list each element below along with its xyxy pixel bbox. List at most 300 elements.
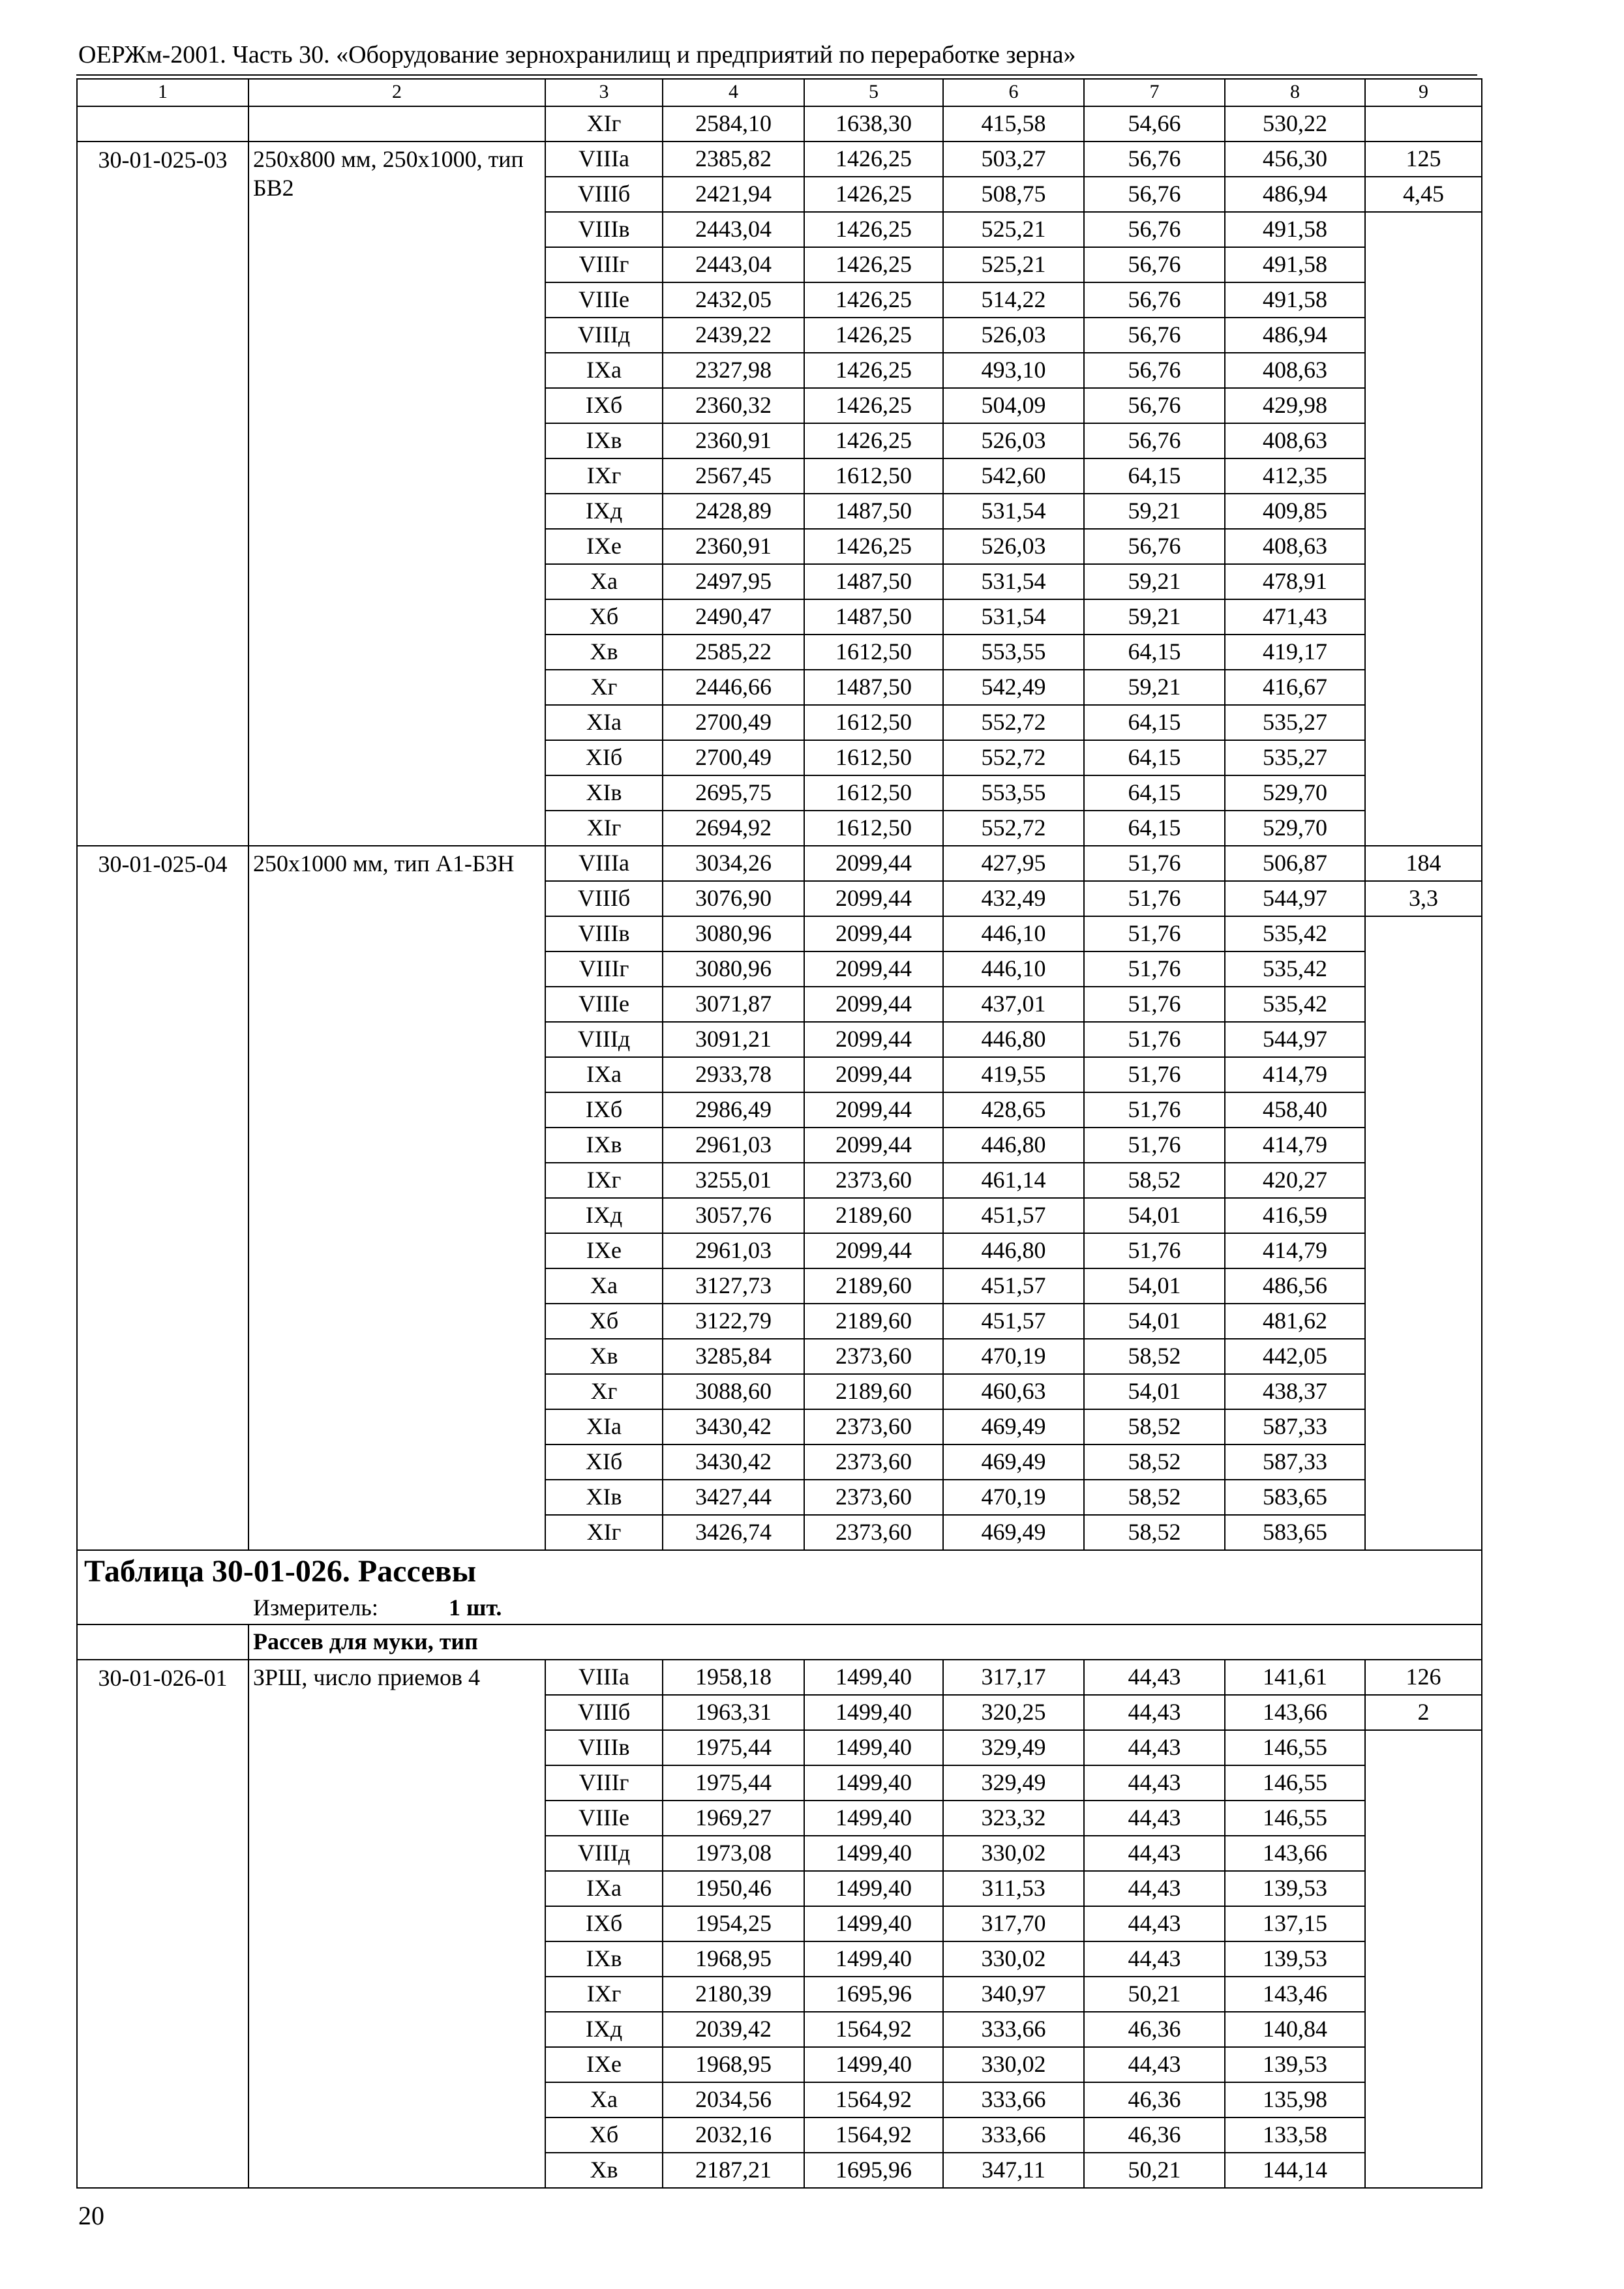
value-cell: 3057,76 — [663, 1198, 804, 1233]
value-cell: 2180,39 — [663, 1977, 804, 2012]
value-cell: Xв — [545, 1339, 663, 1374]
subsection-title: Рассев для муки, тип — [248, 1624, 1482, 1660]
value-cell: Xг — [545, 670, 663, 705]
value-cell: 1963,31 — [663, 1695, 804, 1730]
value-cell: 1564,92 — [804, 2082, 943, 2117]
value-cell: 535,27 — [1225, 705, 1365, 740]
value-cell: 437,01 — [943, 987, 1084, 1022]
value-cell: IXа — [545, 1057, 663, 1092]
value-cell: 1426,25 — [804, 423, 943, 458]
value-cell: IXа — [545, 353, 663, 388]
value-cell: 1612,50 — [804, 775, 943, 811]
value-cell: 470,19 — [943, 1480, 1084, 1515]
value-cell: 2490,47 — [663, 599, 804, 635]
value-cell: 143,46 — [1225, 1977, 1365, 2012]
value-cell: 59,21 — [1084, 599, 1225, 635]
value-cell: 1564,92 — [804, 2012, 943, 2047]
value-cell: 329,49 — [943, 1730, 1084, 1765]
value-cell: 2567,45 — [663, 458, 804, 494]
value-cell: 552,72 — [943, 740, 1084, 775]
value-cell: 144,14 — [1225, 2153, 1365, 2188]
value-cell: IXв — [545, 1941, 663, 1977]
col9-value: 2 — [1365, 1695, 1482, 1730]
value-cell: 56,76 — [1084, 318, 1225, 353]
value-cell: 2189,60 — [804, 1304, 943, 1339]
value-cell: 2099,44 — [804, 1092, 943, 1128]
value-cell: 317,70 — [943, 1906, 1084, 1941]
value-cell: 56,76 — [1084, 212, 1225, 247]
value-cell: 414,79 — [1225, 1057, 1365, 1092]
value-cell: VIIIб — [545, 177, 663, 212]
value-cell: 438,37 — [1225, 1374, 1365, 1409]
page-header: ОЕРЖм-2001. Часть 30. «Оборудование зернохранилищ и предприятий по переработке зерна» — [78, 41, 1076, 68]
value-cell: 58,52 — [1084, 1515, 1225, 1550]
value-cell: VIIIе — [545, 1801, 663, 1836]
value-cell: 3088,60 — [663, 1374, 804, 1409]
value-cell: VIIIд — [545, 1022, 663, 1057]
value-cell: 56,76 — [1084, 247, 1225, 282]
value-cell: 461,14 — [943, 1163, 1084, 1198]
value-cell: 56,76 — [1084, 177, 1225, 212]
value-cell: 1968,95 — [663, 1941, 804, 1977]
value-cell: 1426,25 — [804, 247, 943, 282]
value-cell: 419,17 — [1225, 635, 1365, 670]
col9-value: 3,3 — [1365, 881, 1482, 916]
value-cell: 2700,49 — [663, 705, 804, 740]
value-cell: 1975,44 — [663, 1765, 804, 1801]
value-cell: 1499,40 — [804, 1765, 943, 1801]
value-cell: 146,55 — [1225, 1730, 1365, 1765]
value-cell: 44,43 — [1084, 1765, 1225, 1801]
value-cell: 133,58 — [1225, 2117, 1365, 2153]
value-cell: 544,97 — [1225, 1022, 1365, 1057]
value-cell: IXв — [545, 423, 663, 458]
value-cell: 56,76 — [1084, 282, 1225, 318]
value-cell: 526,03 — [943, 318, 1084, 353]
value-cell: 54,01 — [1084, 1374, 1225, 1409]
value-cell: 451,57 — [943, 1304, 1084, 1339]
value-cell: 2360,91 — [663, 529, 804, 564]
value-cell: 446,80 — [943, 1128, 1084, 1163]
value-cell: 54,66 — [1084, 106, 1225, 142]
value-cell: 1638,30 — [804, 106, 943, 142]
value-cell: Xв — [545, 2153, 663, 2188]
value-cell: 1975,44 — [663, 1730, 804, 1765]
value-cell: 59,21 — [1084, 670, 1225, 705]
value-cell: 333,66 — [943, 2012, 1084, 2047]
value-cell: 51,76 — [1084, 1057, 1225, 1092]
value-cell: 1499,40 — [804, 1695, 943, 1730]
value-cell: 323,32 — [943, 1801, 1084, 1836]
value-cell: 2373,60 — [804, 1444, 943, 1480]
value-cell: 44,43 — [1084, 1660, 1225, 1695]
value-cell: 58,52 — [1084, 1339, 1225, 1374]
value-cell: 51,76 — [1084, 987, 1225, 1022]
value-cell: 486,94 — [1225, 177, 1365, 212]
value-cell: 2373,60 — [804, 1515, 943, 1550]
value-cell: 1426,25 — [804, 212, 943, 247]
value-cell: 3080,96 — [663, 951, 804, 987]
value-cell: 2360,91 — [663, 423, 804, 458]
value-cell: 530,22 — [1225, 106, 1365, 142]
value-cell: IXг — [545, 1163, 663, 1198]
value-cell: 526,03 — [943, 529, 1084, 564]
col9-value: 126 — [1365, 1660, 1482, 1695]
value-cell: 542,49 — [943, 670, 1084, 705]
value-cell: 64,15 — [1084, 740, 1225, 775]
value-cell: 333,66 — [943, 2117, 1084, 2153]
value-cell: VIIIг — [545, 951, 663, 987]
value-cell: 143,66 — [1225, 1836, 1365, 1871]
value-cell: IXе — [545, 2047, 663, 2082]
col9-value: 4,45 — [1365, 177, 1482, 212]
value-cell: 56,76 — [1084, 423, 1225, 458]
value-cell: 529,70 — [1225, 811, 1365, 846]
value-cell: IXб — [545, 1092, 663, 1128]
value-cell: 44,43 — [1084, 1801, 1225, 1836]
value-cell: 535,27 — [1225, 740, 1365, 775]
value-cell: 51,76 — [1084, 1022, 1225, 1057]
value-cell: Xа — [545, 2082, 663, 2117]
value-cell: 506,87 — [1225, 846, 1365, 881]
value-cell: 493,10 — [943, 353, 1084, 388]
value-cell: 1499,40 — [804, 1660, 943, 1695]
value-cell: 137,15 — [1225, 1906, 1365, 1941]
value-cell: 347,11 — [943, 2153, 1084, 2188]
price-table — [76, 78, 1482, 2189]
value-cell: 2034,56 — [663, 2082, 804, 2117]
value-cell: 46,36 — [1084, 2117, 1225, 2153]
value-cell: 3080,96 — [663, 916, 804, 951]
value-cell: 1499,40 — [804, 1941, 943, 1977]
value-cell: 2099,44 — [804, 1128, 943, 1163]
value-cell: 458,40 — [1225, 1092, 1365, 1128]
value-cell: VIIIа — [545, 846, 663, 881]
value-cell: 1499,40 — [804, 1801, 943, 1836]
value-cell: 1973,08 — [663, 1836, 804, 1871]
value-cell: 2099,44 — [804, 846, 943, 881]
value-cell: IXа — [545, 1871, 663, 1906]
value-cell: 1426,25 — [804, 353, 943, 388]
value-cell: 583,65 — [1225, 1515, 1365, 1550]
value-cell: 1499,40 — [804, 1906, 943, 1941]
value-cell: 531,54 — [943, 599, 1084, 635]
value-cell: IXе — [545, 529, 663, 564]
value-cell: 428,65 — [943, 1092, 1084, 1128]
value-cell: 44,43 — [1084, 1906, 1225, 1941]
resource-name: 250x1000 мм, тип А1-БЗН — [248, 846, 545, 1550]
col9-empty — [1365, 916, 1482, 1550]
value-cell: 3430,42 — [663, 1409, 804, 1444]
value-cell: 456,30 — [1225, 142, 1365, 177]
value-cell: 1695,96 — [804, 2153, 943, 2188]
resource-name: ЗРШ, число приемов 4 — [248, 1660, 545, 2188]
value-cell: XIг — [545, 1515, 663, 1550]
value-cell: 446,80 — [943, 1233, 1084, 1268]
column-number: 7 — [1084, 79, 1225, 106]
value-cell: 451,57 — [943, 1268, 1084, 1304]
value-cell: 56,76 — [1084, 529, 1225, 564]
value-cell: 1564,92 — [804, 2117, 943, 2153]
value-cell: 59,21 — [1084, 564, 1225, 599]
value-cell: 46,36 — [1084, 2012, 1225, 2047]
value-cell: 44,43 — [1084, 1730, 1225, 1765]
value-cell: 408,63 — [1225, 529, 1365, 564]
value-cell: IXд — [545, 1198, 663, 1233]
value-cell: 442,05 — [1225, 1339, 1365, 1374]
value-cell: 2187,21 — [663, 2153, 804, 2188]
value-cell: 446,10 — [943, 951, 1084, 987]
value-cell: Xб — [545, 599, 663, 635]
value-cell: 478,91 — [1225, 564, 1365, 599]
resource-code: 30-01-025-03 — [77, 142, 248, 846]
value-cell: 1499,40 — [804, 1836, 943, 1871]
table-title-cell — [77, 1550, 1482, 1593]
value-cell: 3255,01 — [663, 1163, 804, 1198]
value-cell: 486,56 — [1225, 1268, 1365, 1304]
value-cell: 544,97 — [1225, 881, 1365, 916]
value-cell: 504,09 — [943, 388, 1084, 423]
column-number-row — [77, 79, 1482, 106]
value-cell: 416,59 — [1225, 1198, 1365, 1233]
value-cell: 56,76 — [1084, 353, 1225, 388]
value-cell: 531,54 — [943, 494, 1084, 529]
value-cell: 552,72 — [943, 811, 1084, 846]
value-cell: 1426,25 — [804, 529, 943, 564]
value-cell: 408,63 — [1225, 423, 1365, 458]
value-cell: 50,21 — [1084, 1977, 1225, 2012]
value-cell: Xв — [545, 635, 663, 670]
value-cell: VIIIб — [545, 881, 663, 916]
measure-value: 1 шт. — [449, 1594, 502, 1621]
value-cell: 2497,95 — [663, 564, 804, 599]
value-cell: 525,21 — [943, 247, 1084, 282]
value-cell: 525,21 — [943, 212, 1084, 247]
value-cell: 139,53 — [1225, 1941, 1365, 1977]
value-cell: VIIIд — [545, 1836, 663, 1871]
value-cell: 44,43 — [1084, 1836, 1225, 1871]
value-cell: 2099,44 — [804, 1233, 943, 1268]
value-cell: Xб — [545, 2117, 663, 2153]
value-cell: 553,55 — [943, 775, 1084, 811]
value-cell: 531,54 — [943, 564, 1084, 599]
value-cell: 2099,44 — [804, 1022, 943, 1057]
column-number: 3 — [545, 79, 663, 106]
value-cell: 1954,25 — [663, 1906, 804, 1941]
empty-cell — [77, 1624, 248, 1660]
column-number: 9 — [1365, 79, 1482, 106]
value-cell: 59,21 — [1084, 494, 1225, 529]
value-cell: XIб — [545, 740, 663, 775]
value-cell: 432,49 — [943, 881, 1084, 916]
value-cell: 481,62 — [1225, 1304, 1365, 1339]
value-cell: 427,95 — [943, 846, 1084, 881]
value-cell: 2099,44 — [804, 916, 943, 951]
measure-row — [77, 1593, 1482, 1624]
value-cell: 51,76 — [1084, 916, 1225, 951]
value-cell: 414,79 — [1225, 1233, 1365, 1268]
value-cell: 526,03 — [943, 423, 1084, 458]
value-cell: VIIIе — [545, 282, 663, 318]
value-cell: 419,55 — [943, 1057, 1084, 1092]
value-cell: 51,76 — [1084, 1092, 1225, 1128]
value-cell: 2373,60 — [804, 1339, 943, 1374]
value-cell: 1499,40 — [804, 1730, 943, 1765]
value-cell: 446,10 — [943, 916, 1084, 951]
value-cell: 583,65 — [1225, 1480, 1365, 1515]
value-cell: VIIIе — [545, 987, 663, 1022]
value-cell: 469,49 — [943, 1444, 1084, 1480]
value-cell: 2032,16 — [663, 2117, 804, 2153]
value-cell: 535,42 — [1225, 916, 1365, 951]
value-cell: 2099,44 — [804, 881, 943, 916]
value-cell: 2099,44 — [804, 1057, 943, 1092]
value-cell: 415,58 — [943, 106, 1084, 142]
resource-code: 30-01-025-04 — [77, 846, 248, 1550]
value-cell: 64,15 — [1084, 775, 1225, 811]
value-cell: 420,27 — [1225, 1163, 1365, 1198]
value-cell: 317,17 — [943, 1660, 1084, 1695]
value-cell: 3091,21 — [663, 1022, 804, 1057]
value-cell: 340,97 — [943, 1977, 1084, 2012]
table-title: Таблица 30-01-026. Рассевы — [84, 1554, 477, 1589]
value-cell: IXд — [545, 2012, 663, 2047]
value-cell: 553,55 — [943, 635, 1084, 670]
table-row — [77, 846, 1482, 881]
value-cell: 46,36 — [1084, 2082, 1225, 2117]
value-cell: 3430,42 — [663, 1444, 804, 1480]
value-cell: IXг — [545, 458, 663, 494]
value-cell: 54,01 — [1084, 1304, 1225, 1339]
column-number: 6 — [943, 79, 1084, 106]
value-cell: 2694,92 — [663, 811, 804, 846]
value-cell: 1499,40 — [804, 1871, 943, 1906]
value-cell: 2189,60 — [804, 1198, 943, 1233]
column-number: 5 — [804, 79, 943, 106]
value-cell: 51,76 — [1084, 881, 1225, 916]
value-cell: 3285,84 — [663, 1339, 804, 1374]
column-number: 1 — [77, 79, 248, 106]
value-cell: 51,76 — [1084, 951, 1225, 987]
value-cell: 2695,75 — [663, 775, 804, 811]
value-cell: VIIIв — [545, 212, 663, 247]
name-cell — [248, 106, 545, 142]
value-cell: 54,01 — [1084, 1268, 1225, 1304]
value-cell: 139,53 — [1225, 2047, 1365, 2082]
table-row — [77, 1660, 1482, 1695]
value-cell: 140,84 — [1225, 2012, 1365, 2047]
value-cell: 429,98 — [1225, 388, 1365, 423]
column-number: 2 — [248, 79, 545, 106]
value-cell: 146,55 — [1225, 1765, 1365, 1801]
value-cell: 2373,60 — [804, 1163, 943, 1198]
value-cell: 2327,98 — [663, 353, 804, 388]
value-cell: XIа — [545, 1409, 663, 1444]
value-cell: 508,75 — [943, 177, 1084, 212]
value-cell: VIIIа — [545, 142, 663, 177]
value-cell: 2585,22 — [663, 635, 804, 670]
value-cell: 3071,87 — [663, 987, 804, 1022]
value-cell: 1426,25 — [804, 388, 943, 423]
value-cell: 414,79 — [1225, 1128, 1365, 1163]
value-cell: VIIIб — [545, 1695, 663, 1730]
value-cell: 3034,26 — [663, 846, 804, 881]
value-cell: 451,57 — [943, 1198, 1084, 1233]
value-cell: Xг — [545, 1374, 663, 1409]
value-cell: 1612,50 — [804, 458, 943, 494]
value-cell: 44,43 — [1084, 1941, 1225, 1977]
value-cell: 2961,03 — [663, 1233, 804, 1268]
value-cell: Xб — [545, 1304, 663, 1339]
value-cell: 2039,42 — [663, 2012, 804, 2047]
value-cell: IXг — [545, 1977, 663, 2012]
value-cell: IXб — [545, 388, 663, 423]
value-cell: 64,15 — [1084, 635, 1225, 670]
value-cell: 44,43 — [1084, 1695, 1225, 1730]
value-cell: 1950,46 — [663, 1871, 804, 1906]
value-cell: 54,01 — [1084, 1198, 1225, 1233]
value-cell: 1499,40 — [804, 2047, 943, 2082]
value-cell: 486,94 — [1225, 318, 1365, 353]
value-cell: 58,52 — [1084, 1480, 1225, 1515]
value-cell: VIIIг — [545, 1765, 663, 1801]
value-cell: 1426,25 — [804, 142, 943, 177]
table-row — [77, 106, 1482, 142]
value-cell: XIб — [545, 1444, 663, 1480]
value-cell: 514,22 — [943, 282, 1084, 318]
value-cell: 2700,49 — [663, 740, 804, 775]
resource-code: 30-01-026-01 — [77, 1660, 248, 2188]
resource-name: 250x800 мм, 250x1000, тип БВ2 — [248, 142, 545, 846]
col9-value: 184 — [1365, 846, 1482, 881]
value-cell: 51,76 — [1084, 1128, 1225, 1163]
value-cell: 50,21 — [1084, 2153, 1225, 2188]
value-cell: 64,15 — [1084, 458, 1225, 494]
value-cell: 2986,49 — [663, 1092, 804, 1128]
value-cell: 2360,32 — [663, 388, 804, 423]
value-cell: 51,76 — [1084, 846, 1225, 881]
value-cell: 1612,50 — [804, 705, 943, 740]
value-cell: 2443,04 — [663, 212, 804, 247]
value-cell: 1612,50 — [804, 811, 943, 846]
header-rule — [76, 74, 1477, 76]
value-cell: 3127,73 — [663, 1268, 804, 1304]
value-cell: 311,53 — [943, 1871, 1084, 1906]
value-cell: 1426,25 — [804, 282, 943, 318]
value-cell: 2933,78 — [663, 1057, 804, 1092]
value-cell: 1487,50 — [804, 599, 943, 635]
value-cell: 529,70 — [1225, 775, 1365, 811]
value-cell: 469,49 — [943, 1409, 1084, 1444]
value-cell: 141,61 — [1225, 1660, 1365, 1695]
value-cell: 64,15 — [1084, 705, 1225, 740]
value-cell: VIIIа — [545, 1660, 663, 1695]
value-cell: XIг — [545, 106, 663, 142]
value-cell: 460,63 — [943, 1374, 1084, 1409]
value-cell: 1695,96 — [804, 1977, 943, 2012]
value-cell: 2373,60 — [804, 1409, 943, 1444]
value-cell: XIв — [545, 1480, 663, 1515]
value-cell: 58,52 — [1084, 1444, 1225, 1480]
value-cell: VIIIв — [545, 1730, 663, 1765]
value-cell: IXд — [545, 494, 663, 529]
value-cell: 1426,25 — [804, 177, 943, 212]
value-cell: VIIIг — [545, 247, 663, 282]
value-cell: 491,58 — [1225, 282, 1365, 318]
value-cell: 2961,03 — [663, 1128, 804, 1163]
value-cell: 446,80 — [943, 1022, 1084, 1057]
value-cell: 143,66 — [1225, 1695, 1365, 1730]
